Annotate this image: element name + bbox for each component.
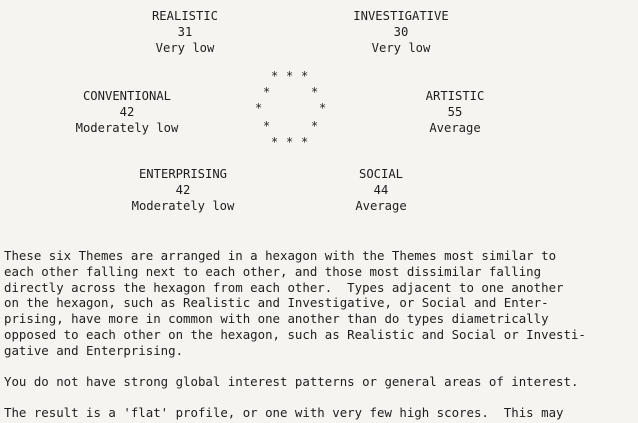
hexagon-star: * xyxy=(271,69,279,83)
paragraph-line: directly across the hexagon from each other. Types adjacent to one another xyxy=(4,279,564,295)
paragraph-line: on the hexagon, such as Realistic and Investigative, or Social and Enter- xyxy=(4,295,549,311)
theme-social xyxy=(336,166,426,214)
theme-level: Moderately low xyxy=(75,121,179,135)
hexagon-star: * xyxy=(263,119,271,133)
theme-level: Moderately low xyxy=(131,199,235,213)
hexagon-star: * xyxy=(301,135,309,149)
paragraph-line: gative and Enterprising. xyxy=(4,342,184,358)
paragraph-line: prising, have more in common with one another than do types diametrically xyxy=(4,311,549,327)
paragraph-hexagon-explanation xyxy=(4,248,634,359)
paragraph-line: opposed to each other on the hexagon, such as Realistic and Social or Investi- xyxy=(4,326,586,342)
theme-score: 42 xyxy=(175,183,191,197)
theme-name: INVESTIGATIVE xyxy=(353,9,449,23)
theme-level: Very low xyxy=(371,41,431,55)
theme-score: 55 xyxy=(447,105,463,119)
theme-name: ENTERPRISING xyxy=(138,167,228,181)
theme-level: Average xyxy=(355,199,407,213)
theme-score: 31 xyxy=(177,25,193,39)
hexagon-star: * xyxy=(263,85,271,99)
paragraph-line: The result is a 'flat' profile, or one with very few high scores. This may xyxy=(4,405,564,420)
theme-name: REALISTIC xyxy=(151,9,219,23)
hexagon-star: * xyxy=(319,101,327,115)
hexagon-star: * xyxy=(286,69,294,83)
hexagon-diagram xyxy=(255,70,333,152)
theme-enterprising xyxy=(102,166,264,214)
hexagon-star: * xyxy=(301,69,309,83)
theme-name: CONVENTIONAL xyxy=(82,89,172,103)
hexagon-star: * xyxy=(311,119,319,133)
theme-name: SOCIAL xyxy=(358,167,404,181)
paragraph-line: These six Themes are arranged in a hexagon with the Themes most similar to xyxy=(4,248,557,263)
paragraph-line: You do not have strong global interest patterns or general areas of interest. xyxy=(4,374,579,389)
theme-conventional xyxy=(52,88,202,136)
hexagon-star: * xyxy=(255,101,263,115)
theme-score: 42 xyxy=(119,105,135,119)
theme-score: 44 xyxy=(373,183,389,197)
hexagon-star: * xyxy=(286,135,294,149)
theme-name: ARTISTIC xyxy=(425,89,485,103)
theme-realistic xyxy=(120,8,250,56)
theme-level: Average xyxy=(429,121,481,135)
hexagon-star: * xyxy=(311,85,319,99)
paragraph-interest-patterns xyxy=(4,374,634,390)
paragraph-flat-profile xyxy=(4,405,634,421)
hexagon-star: * xyxy=(271,135,279,149)
paragraph-line: each other falling next to each other, and those most dissimilar falling xyxy=(4,263,542,279)
theme-score: 30 xyxy=(393,25,409,39)
theme-artistic xyxy=(390,88,520,136)
theme-level: Very low xyxy=(155,41,215,55)
theme-investigative xyxy=(332,8,470,56)
